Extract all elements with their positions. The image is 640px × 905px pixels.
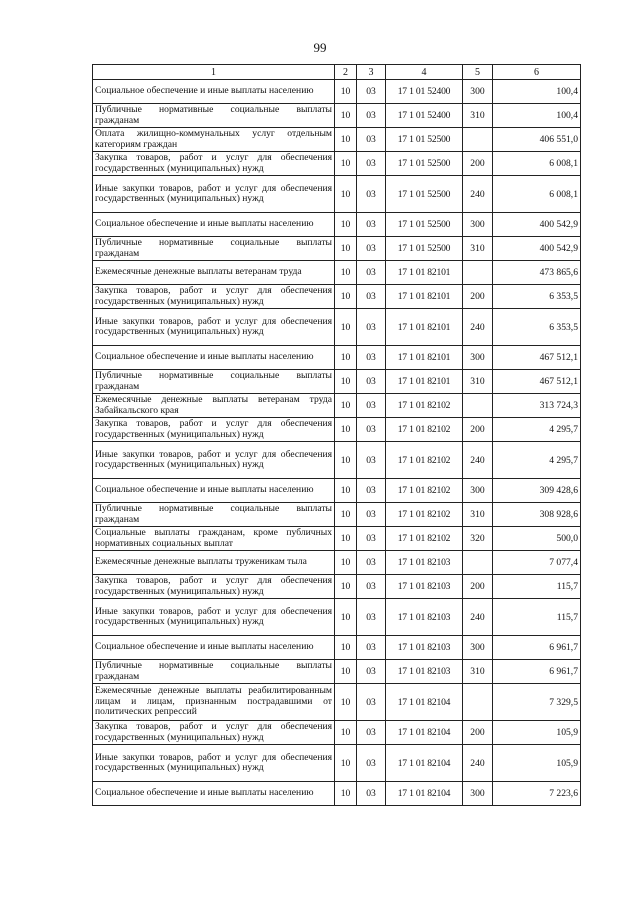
row-amount: 473 865,6	[493, 261, 581, 285]
row-subsection: 03	[357, 394, 386, 418]
header-row	[93, 65, 581, 80]
row-name: Публичные нормативные социальные выплаты гражданам	[93, 660, 335, 684]
header-col-2: 2	[335, 65, 357, 80]
row-amount: 400 542,9	[493, 213, 581, 237]
row-target-code: 17 1 01 52400	[386, 80, 463, 104]
row-name: Иные закупки товаров, работ и услуг для обеспечения государственных (муниципальных) нужд	[93, 442, 335, 479]
row-section: 10	[335, 418, 357, 442]
row-expense-type: 300	[463, 346, 493, 370]
budget-table	[92, 64, 581, 806]
row-target-code: 17 1 01 82102	[386, 394, 463, 418]
row-name: Иные закупки товаров, работ и услуг для обеспечения государственных (муниципальных) нужд	[93, 599, 335, 636]
row-subsection: 03	[357, 80, 386, 104]
row-amount: 309 428,6	[493, 479, 581, 503]
row-name: Социальное обеспечение и иные выплаты населению	[93, 782, 335, 806]
table-row	[93, 636, 581, 660]
row-name: Публичные нормативные социальные выплаты гражданам	[93, 104, 335, 128]
row-subsection: 03	[357, 503, 386, 527]
table-row	[93, 152, 581, 176]
row-amount: 313 724,3	[493, 394, 581, 418]
row-subsection: 03	[357, 285, 386, 309]
row-subsection: 03	[357, 684, 386, 721]
row-amount: 6 008,1	[493, 176, 581, 213]
row-target-code: 17 1 01 52500	[386, 176, 463, 213]
row-amount: 467 512,1	[493, 370, 581, 394]
row-name: Ежемесячные денежные выплаты реабилитированным лицам и лицам, признанным пострадавшими от политических репрессий	[93, 684, 335, 721]
table-row	[93, 370, 581, 394]
table-row	[93, 660, 581, 684]
row-section: 10	[335, 80, 357, 104]
row-section: 10	[335, 721, 357, 745]
row-amount: 6 008,1	[493, 152, 581, 176]
row-expense-type: 300	[463, 782, 493, 806]
row-name: Ежемесячные денежные выплаты ветеранам труда Забайкальского края	[93, 394, 335, 418]
row-amount: 500,0	[493, 527, 581, 551]
row-subsection: 03	[357, 745, 386, 782]
table-row	[93, 418, 581, 442]
row-amount: 406 551,0	[493, 128, 581, 152]
header-col-5: 5	[463, 65, 493, 80]
row-target-code: 17 1 01 52500	[386, 213, 463, 237]
row-expense-type: 240	[463, 176, 493, 213]
row-amount: 6 961,7	[493, 636, 581, 660]
row-name: Социальные выплаты гражданам, кроме публичных нормативных социальных выплат	[93, 527, 335, 551]
row-expense-type: 310	[463, 370, 493, 394]
row-section: 10	[335, 782, 357, 806]
row-amount: 6 353,5	[493, 285, 581, 309]
row-expense-type: 200	[463, 152, 493, 176]
row-amount: 115,7	[493, 575, 581, 599]
row-expense-type: 240	[463, 442, 493, 479]
row-subsection: 03	[357, 721, 386, 745]
row-name: Социальное обеспечение и иные выплаты населению	[93, 479, 335, 503]
row-expense-type: 240	[463, 309, 493, 346]
row-subsection: 03	[357, 261, 386, 285]
row-amount: 6 353,5	[493, 309, 581, 346]
row-amount: 7 329,5	[493, 684, 581, 721]
row-section: 10	[335, 479, 357, 503]
table-row	[93, 503, 581, 527]
row-section: 10	[335, 660, 357, 684]
row-expense-type	[463, 128, 493, 152]
row-name: Иные закупки товаров, работ и услуг для обеспечения государственных (муниципальных) нужд	[93, 745, 335, 782]
row-target-code: 17 1 01 82104	[386, 782, 463, 806]
row-section: 10	[335, 309, 357, 346]
row-target-code: 17 1 01 82104	[386, 684, 463, 721]
table-row	[93, 309, 581, 346]
table-row	[93, 479, 581, 503]
table-row	[93, 599, 581, 636]
row-subsection: 03	[357, 152, 386, 176]
row-name: Социальное обеспечение и иные выплаты населению	[93, 80, 335, 104]
row-amount: 100,4	[493, 104, 581, 128]
row-amount: 105,9	[493, 721, 581, 745]
row-expense-type: 200	[463, 721, 493, 745]
row-target-code: 17 1 01 52500	[386, 152, 463, 176]
row-subsection: 03	[357, 104, 386, 128]
row-section: 10	[335, 261, 357, 285]
table-row	[93, 176, 581, 213]
table-row	[93, 551, 581, 575]
table-body	[93, 80, 581, 806]
row-expense-type: 310	[463, 237, 493, 261]
table-row	[93, 782, 581, 806]
row-expense-type: 200	[463, 575, 493, 599]
row-section: 10	[335, 551, 357, 575]
row-subsection: 03	[357, 782, 386, 806]
row-amount: 308 928,6	[493, 503, 581, 527]
row-section: 10	[335, 104, 357, 128]
table-row	[93, 442, 581, 479]
row-section: 10	[335, 575, 357, 599]
row-target-code: 17 1 01 82102	[386, 479, 463, 503]
row-subsection: 03	[357, 418, 386, 442]
row-target-code: 17 1 01 52500	[386, 128, 463, 152]
row-target-code: 17 1 01 82101	[386, 285, 463, 309]
row-subsection: 03	[357, 442, 386, 479]
row-amount: 4 295,7	[493, 418, 581, 442]
row-section: 10	[335, 128, 357, 152]
row-target-code: 17 1 01 82102	[386, 442, 463, 479]
row-section: 10	[335, 152, 357, 176]
row-target-code: 17 1 01 82103	[386, 660, 463, 684]
row-subsection: 03	[357, 527, 386, 551]
row-section: 10	[335, 636, 357, 660]
row-section: 10	[335, 503, 357, 527]
row-amount: 100,4	[493, 80, 581, 104]
row-name: Иные закупки товаров, работ и услуг для обеспечения государственных (муниципальных) нужд	[93, 176, 335, 213]
table-row	[93, 394, 581, 418]
table-row	[93, 684, 581, 721]
table-header	[93, 65, 581, 80]
row-subsection: 03	[357, 636, 386, 660]
row-section: 10	[335, 346, 357, 370]
row-subsection: 03	[357, 599, 386, 636]
table-row	[93, 575, 581, 599]
row-target-code: 17 1 01 82103	[386, 599, 463, 636]
table-row	[93, 346, 581, 370]
row-name: Иные закупки товаров, работ и услуг для обеспечения государственных (муниципальных) нужд	[93, 309, 335, 346]
table-row	[93, 104, 581, 128]
table-row	[93, 261, 581, 285]
row-expense-type	[463, 261, 493, 285]
row-name: Закупка товаров, работ и услуг для обеспечения государственных (муниципальных) нужд	[93, 721, 335, 745]
row-subsection: 03	[357, 479, 386, 503]
table-row	[93, 128, 581, 152]
row-expense-type: 300	[463, 80, 493, 104]
row-name: Социальное обеспечение и иные выплаты населению	[93, 636, 335, 660]
row-subsection: 03	[357, 237, 386, 261]
row-section: 10	[335, 599, 357, 636]
row-expense-type: 320	[463, 527, 493, 551]
row-expense-type: 240	[463, 599, 493, 636]
row-expense-type: 300	[463, 636, 493, 660]
row-amount: 115,7	[493, 599, 581, 636]
row-name: Закупка товаров, работ и услуг для обеспечения государственных (муниципальных) нужд	[93, 575, 335, 599]
row-section: 10	[335, 442, 357, 479]
row-amount: 6 961,7	[493, 660, 581, 684]
row-target-code: 17 1 01 82101	[386, 370, 463, 394]
row-expense-type: 310	[463, 104, 493, 128]
row-expense-type: 200	[463, 285, 493, 309]
row-section: 10	[335, 527, 357, 551]
row-amount: 7 223,6	[493, 782, 581, 806]
row-target-code: 17 1 01 82102	[386, 503, 463, 527]
row-subsection: 03	[357, 176, 386, 213]
row-name: Социальное обеспечение и иные выплаты населению	[93, 346, 335, 370]
row-subsection: 03	[357, 660, 386, 684]
row-name: Ежемесячные денежные выплаты труженикам тыла	[93, 551, 335, 575]
row-subsection: 03	[357, 551, 386, 575]
table-row	[93, 745, 581, 782]
row-name: Оплата жилищно-коммунальных услуг отдельным категориям граждан	[93, 128, 335, 152]
header-col-3: 3	[357, 65, 386, 80]
row-target-code: 17 1 01 82103	[386, 575, 463, 599]
row-target-code: 17 1 01 52400	[386, 104, 463, 128]
row-amount: 467 512,1	[493, 346, 581, 370]
header-col-6: 6	[493, 65, 581, 80]
row-name: Публичные нормативные социальные выплаты гражданам	[93, 370, 335, 394]
row-expense-type: 310	[463, 503, 493, 527]
table-row	[93, 527, 581, 551]
row-expense-type	[463, 684, 493, 721]
table-row	[93, 237, 581, 261]
row-expense-type: 310	[463, 660, 493, 684]
row-section: 10	[335, 370, 357, 394]
table-row	[93, 285, 581, 309]
row-section: 10	[335, 176, 357, 213]
row-subsection: 03	[357, 575, 386, 599]
row-expense-type: 300	[463, 479, 493, 503]
row-name: Закупка товаров, работ и услуг для обеспечения государственных (муниципальных) нужд	[93, 285, 335, 309]
row-target-code: 17 1 01 82101	[386, 346, 463, 370]
row-section: 10	[335, 213, 357, 237]
row-name: Публичные нормативные социальные выплаты гражданам	[93, 503, 335, 527]
row-target-code: 17 1 01 82103	[386, 551, 463, 575]
row-name: Закупка товаров, работ и услуг для обеспечения государственных (муниципальных) нужд	[93, 152, 335, 176]
header-col-1: 1	[93, 65, 335, 80]
row-target-code: 17 1 01 82101	[386, 309, 463, 346]
row-expense-type	[463, 551, 493, 575]
row-subsection: 03	[357, 309, 386, 346]
row-target-code: 17 1 01 82102	[386, 527, 463, 551]
table-row	[93, 80, 581, 104]
row-amount: 4 295,7	[493, 442, 581, 479]
row-expense-type: 200	[463, 418, 493, 442]
row-expense-type	[463, 394, 493, 418]
row-subsection: 03	[357, 213, 386, 237]
row-amount: 400 542,9	[493, 237, 581, 261]
header-col-4: 4	[386, 65, 463, 80]
row-name: Закупка товаров, работ и услуг для обеспечения государственных (муниципальных) нужд	[93, 418, 335, 442]
row-section: 10	[335, 745, 357, 782]
table-row	[93, 721, 581, 745]
row-section: 10	[335, 237, 357, 261]
row-target-code: 17 1 01 82104	[386, 745, 463, 782]
row-subsection: 03	[357, 346, 386, 370]
row-target-code: 17 1 01 82102	[386, 418, 463, 442]
table-row	[93, 213, 581, 237]
row-subsection: 03	[357, 370, 386, 394]
row-subsection: 03	[357, 128, 386, 152]
row-target-code: 17 1 01 82101	[386, 261, 463, 285]
row-expense-type: 300	[463, 213, 493, 237]
row-target-code: 17 1 01 52500	[386, 237, 463, 261]
row-expense-type: 240	[463, 745, 493, 782]
row-section: 10	[335, 285, 357, 309]
row-name: Публичные нормативные социальные выплаты гражданам	[93, 237, 335, 261]
row-target-code: 17 1 01 82104	[386, 721, 463, 745]
row-section: 10	[335, 684, 357, 721]
row-name: Ежемесячные денежные выплаты ветеранам труда	[93, 261, 335, 285]
row-target-code: 17 1 01 82103	[386, 636, 463, 660]
row-amount: 7 077,4	[493, 551, 581, 575]
row-amount: 105,9	[493, 745, 581, 782]
row-name: Социальное обеспечение и иные выплаты населению	[93, 213, 335, 237]
page-number: 99	[313, 40, 327, 55]
row-section: 10	[335, 394, 357, 418]
